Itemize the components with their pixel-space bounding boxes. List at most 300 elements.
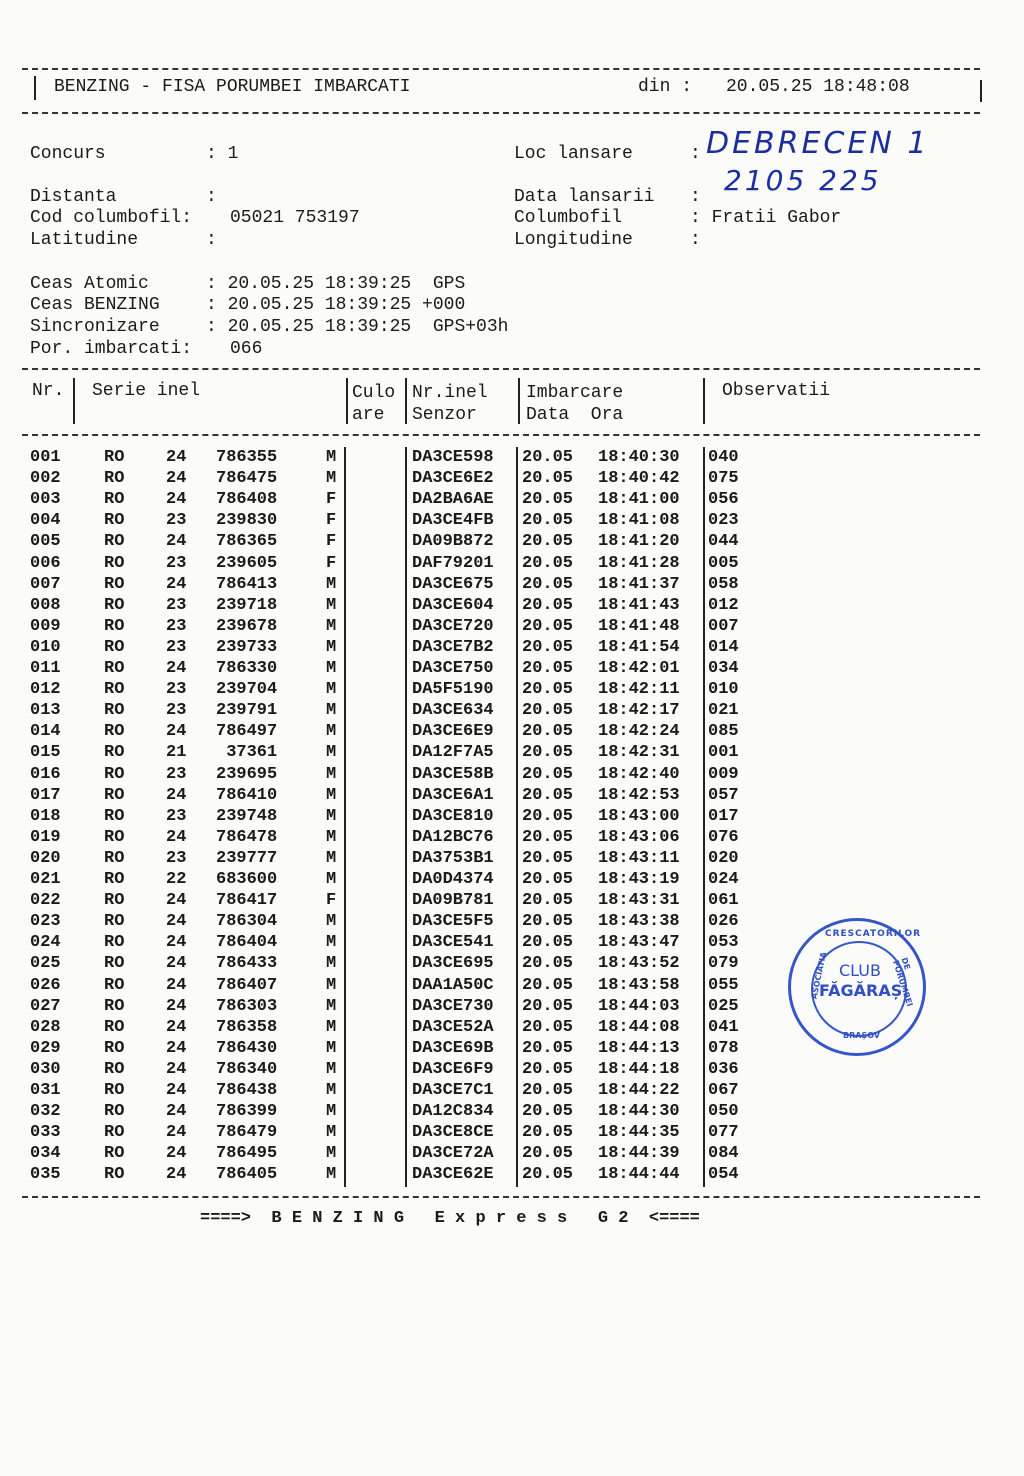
longitudine-value: : bbox=[690, 230, 701, 250]
cell-date: 20.05 bbox=[522, 490, 574, 510]
cell-sensor: DA3CE7B2 bbox=[412, 637, 494, 657]
cell-country: RO bbox=[104, 912, 125, 932]
cell-date: 20.05 bbox=[522, 1059, 574, 1079]
col-senzor: Senzor bbox=[412, 405, 477, 425]
cell-sex: F bbox=[326, 511, 337, 531]
col-observatii: Observatii bbox=[722, 381, 831, 401]
cell-year: 23 bbox=[166, 806, 187, 826]
table-row bbox=[0, 786, 1000, 807]
cell-year: 24 bbox=[166, 490, 187, 510]
cell-nr: 015 bbox=[30, 743, 61, 763]
body-separator bbox=[516, 447, 518, 1187]
cell-observatii: 034 bbox=[708, 659, 739, 678]
cell-sex: M bbox=[326, 954, 337, 974]
cell-date: 20.05 bbox=[522, 1102, 574, 1122]
cell-sensor: DA3CE6E9 bbox=[412, 722, 494, 742]
cell-observatii: 021 bbox=[708, 701, 739, 721]
cell-time: 18:42:31 bbox=[598, 743, 680, 763]
cell-sensor: DA3CE6E2 bbox=[412, 469, 494, 489]
cell-ring: 786497 bbox=[216, 722, 278, 742]
cell-sensor: DA09B872 bbox=[412, 532, 494, 552]
cell-sex: M bbox=[326, 701, 337, 721]
col-separator bbox=[518, 378, 520, 424]
cell-date: 20.05 bbox=[522, 637, 574, 657]
cell-sensor: DA3753B1 bbox=[412, 848, 494, 868]
cell-nr: 008 bbox=[30, 595, 61, 615]
cell-country: RO bbox=[104, 996, 125, 1016]
cell-date: 20.05 bbox=[522, 954, 574, 974]
table-row bbox=[0, 891, 1000, 912]
cell-year: 23 bbox=[166, 848, 187, 868]
cell-nr: 018 bbox=[30, 806, 61, 826]
cell-observatii: 061 bbox=[708, 891, 739, 911]
cell-nr: 019 bbox=[30, 827, 61, 847]
cell-country: RO bbox=[104, 1017, 125, 1037]
cell-date: 20.05 bbox=[522, 1081, 574, 1100]
data-lansarii-label: Data lansarii bbox=[514, 187, 655, 207]
stamp-left-text: ASOCIATIA bbox=[809, 951, 829, 1000]
cell-sex: M bbox=[326, 870, 337, 889]
cell-date: 20.05 bbox=[522, 743, 574, 763]
cell-time: 18:40:30 bbox=[598, 448, 680, 467]
table-row bbox=[0, 448, 1000, 469]
table-row bbox=[0, 490, 1000, 511]
cell-observatii: 041 bbox=[708, 1017, 739, 1037]
cell-sensor: DA3CE7C1 bbox=[412, 1081, 494, 1100]
table-row bbox=[0, 765, 1000, 786]
cell-time: 18:43:00 bbox=[598, 806, 680, 826]
cell-date: 20.05 bbox=[522, 680, 574, 700]
cell-ring: 786399 bbox=[216, 1102, 278, 1122]
cell-time: 18:41:28 bbox=[598, 553, 680, 573]
cell-year: 24 bbox=[166, 912, 187, 932]
cell-date: 20.05 bbox=[522, 701, 574, 721]
col-separator bbox=[346, 378, 348, 424]
cell-sensor: DA3CE541 bbox=[412, 933, 494, 953]
col-serie-inel: Serie inel bbox=[92, 381, 201, 401]
cell-sensor: DA3CE730 bbox=[412, 996, 494, 1016]
cell-sensor: DA3CE5F5 bbox=[412, 912, 494, 932]
cell-date: 20.05 bbox=[522, 891, 574, 911]
table-row bbox=[0, 638, 1000, 659]
cell-year: 24 bbox=[166, 1059, 187, 1079]
header-left-bar bbox=[34, 76, 36, 100]
cell-nr: 001 bbox=[30, 448, 61, 467]
cell-sensor: DA12C834 bbox=[412, 1102, 494, 1122]
cell-country: RO bbox=[104, 1102, 125, 1122]
stamp-bottom-text: BRAȘOV bbox=[843, 1031, 880, 1040]
table-row bbox=[0, 828, 1000, 849]
cell-nr: 007 bbox=[30, 574, 61, 594]
cell-date: 20.05 bbox=[522, 806, 574, 826]
cell-date: 20.05 bbox=[522, 616, 574, 636]
ceas-benzing-value: : 20.05.25 18:39:25 +000 bbox=[206, 295, 466, 315]
cell-time: 18:43:52 bbox=[598, 954, 680, 974]
cell-sex: F bbox=[326, 553, 337, 573]
cell-observatii: 076 bbox=[708, 827, 739, 847]
cell-time: 18:42:40 bbox=[598, 764, 680, 784]
cell-country: RO bbox=[104, 511, 125, 531]
cell-year: 24 bbox=[166, 933, 187, 953]
body-separator bbox=[703, 447, 705, 1187]
cell-nr: 006 bbox=[30, 553, 61, 573]
cell-time: 18:44:13 bbox=[598, 1038, 680, 1058]
cell-observatii: 005 bbox=[708, 553, 739, 573]
concurs-label: Concurs bbox=[30, 144, 106, 164]
cell-ring: 786405 bbox=[216, 1165, 278, 1185]
cell-year: 24 bbox=[166, 574, 187, 594]
cell-nr: 012 bbox=[30, 680, 61, 700]
cell-sex: M bbox=[326, 1165, 337, 1185]
cell-sensor: DA3CE6A1 bbox=[412, 785, 494, 805]
cell-observatii: 077 bbox=[708, 1123, 739, 1143]
cell-observatii: 024 bbox=[708, 870, 739, 889]
cell-ring: 37361 bbox=[216, 743, 278, 763]
cell-sensor: DA3CE58B bbox=[412, 764, 494, 784]
cell-date: 20.05 bbox=[522, 1017, 574, 1037]
cell-ring: 786358 bbox=[216, 1017, 278, 1037]
table-row bbox=[0, 554, 1000, 575]
cell-year: 24 bbox=[166, 975, 187, 995]
cell-observatii: 036 bbox=[708, 1059, 739, 1079]
cell-country: RO bbox=[104, 469, 125, 489]
table-row bbox=[0, 701, 1000, 722]
cell-nr: 031 bbox=[30, 1081, 61, 1100]
cell-sensor: DA3CE4FB bbox=[412, 511, 494, 531]
cell-time: 18:43:58 bbox=[598, 975, 680, 995]
cell-sensor: DA3CE750 bbox=[412, 659, 494, 678]
stamp-right-text: DE PORUMBEI bbox=[890, 956, 915, 1008]
cell-time: 18:44:39 bbox=[598, 1144, 680, 1164]
cell-nr: 029 bbox=[30, 1038, 61, 1058]
cell-ring: 786365 bbox=[216, 532, 278, 552]
cell-country: RO bbox=[104, 1123, 125, 1143]
body-separator bbox=[344, 447, 346, 1187]
cell-year: 24 bbox=[166, 1038, 187, 1058]
col-culoare-2: are bbox=[352, 405, 385, 425]
table-row bbox=[0, 680, 1000, 701]
cell-year: 24 bbox=[166, 659, 187, 678]
cell-year: 24 bbox=[166, 1081, 187, 1100]
cell-sex: M bbox=[326, 659, 337, 678]
cell-country: RO bbox=[104, 806, 125, 826]
cell-country: RO bbox=[104, 1059, 125, 1079]
cell-nr: 016 bbox=[30, 764, 61, 784]
cell-year: 24 bbox=[166, 891, 187, 911]
cell-ring: 786410 bbox=[216, 785, 278, 805]
cell-time: 18:42:24 bbox=[598, 722, 680, 742]
col-nr-inel: Nr.inel bbox=[412, 383, 488, 403]
cell-nr: 026 bbox=[30, 975, 61, 995]
cell-sex: M bbox=[326, 1144, 337, 1164]
cell-date: 20.05 bbox=[522, 870, 574, 889]
cell-nr: 005 bbox=[30, 532, 61, 552]
cell-sex: M bbox=[326, 469, 337, 489]
cell-observatii: 040 bbox=[708, 448, 739, 467]
cell-date: 20.05 bbox=[522, 574, 574, 594]
por-imbarcati-value: 066 bbox=[230, 339, 263, 359]
cell-date: 20.05 bbox=[522, 933, 574, 953]
cell-time: 18:43:38 bbox=[598, 912, 680, 932]
cell-ring: 239718 bbox=[216, 595, 278, 615]
latitudine-label: Latitudine bbox=[30, 230, 139, 250]
col-separator bbox=[73, 378, 75, 424]
cell-time: 18:44:35 bbox=[598, 1123, 680, 1143]
cell-observatii: 009 bbox=[708, 764, 739, 784]
sincronizare-label: Sincronizare bbox=[30, 317, 160, 337]
col-separator bbox=[405, 378, 407, 424]
table-row bbox=[0, 743, 1000, 764]
din-label: din : bbox=[638, 77, 693, 97]
cell-sex: F bbox=[326, 891, 337, 911]
cell-country: RO bbox=[104, 954, 125, 974]
cell-date: 20.05 bbox=[522, 912, 574, 932]
cell-ring: 786304 bbox=[216, 912, 278, 932]
stamp-city-text: FĂGĂRAȘ bbox=[819, 981, 903, 1000]
header-divider bbox=[22, 112, 980, 114]
top-divider bbox=[22, 68, 980, 70]
cell-sensor: DAA1A50C bbox=[412, 975, 494, 995]
cell-ring: 786433 bbox=[216, 954, 278, 974]
cell-year: 23 bbox=[166, 553, 187, 573]
cell-observatii: 001 bbox=[708, 743, 739, 763]
cell-country: RO bbox=[104, 574, 125, 594]
cell-year: 23 bbox=[166, 764, 187, 784]
cell-year: 23 bbox=[166, 701, 187, 721]
cell-sensor: DA2BA6AE bbox=[412, 490, 494, 510]
columbofil-value: : Fratii Gabor bbox=[690, 208, 842, 228]
cell-nr: 011 bbox=[30, 659, 61, 678]
cell-country: RO bbox=[104, 1038, 125, 1058]
col-culoare-1: Culo bbox=[352, 383, 396, 403]
cell-observatii: 058 bbox=[708, 574, 739, 594]
cell-country: RO bbox=[104, 764, 125, 784]
cell-year: 24 bbox=[166, 1123, 187, 1143]
latitudine-value: : bbox=[206, 230, 217, 250]
cell-sex: M bbox=[326, 764, 337, 784]
cell-ring: 786430 bbox=[216, 1038, 278, 1058]
cell-sensor: DA12F7A5 bbox=[412, 743, 494, 763]
cell-time: 18:43:31 bbox=[598, 891, 680, 911]
cell-sensor: DA0D4374 bbox=[412, 870, 494, 889]
cell-ring: 786478 bbox=[216, 827, 278, 847]
cell-year: 24 bbox=[166, 532, 187, 552]
footer-banner: ====> B E N Z I N G E x p r e s s G 2 <==== bbox=[200, 1209, 700, 1228]
cell-country: RO bbox=[104, 1165, 125, 1185]
cell-sensor: DAF79201 bbox=[412, 553, 494, 573]
cell-ring: 786495 bbox=[216, 1144, 278, 1164]
loc-value: : bbox=[690, 144, 701, 164]
cell-year: 24 bbox=[166, 469, 187, 489]
cell-observatii: 020 bbox=[708, 848, 739, 868]
cell-observatii: 025 bbox=[708, 996, 739, 1016]
cell-ring: 239830 bbox=[216, 511, 278, 531]
cell-ring: 786303 bbox=[216, 996, 278, 1016]
cell-observatii: 079 bbox=[708, 954, 739, 974]
cell-country: RO bbox=[104, 680, 125, 700]
cell-observatii: 014 bbox=[708, 637, 739, 657]
cell-nr: 027 bbox=[30, 996, 61, 1016]
cod-label: Cod columbofil: bbox=[30, 208, 193, 228]
col-imbarcare: Imbarcare bbox=[526, 383, 624, 403]
cell-date: 20.05 bbox=[522, 996, 574, 1016]
cell-country: RO bbox=[104, 1081, 125, 1100]
table-row bbox=[0, 469, 1000, 490]
cell-country: RO bbox=[104, 891, 125, 911]
cell-sex: M bbox=[326, 680, 337, 700]
cell-sensor: DA3CE810 bbox=[412, 806, 494, 826]
cell-observatii: 054 bbox=[708, 1165, 739, 1185]
cell-country: RO bbox=[104, 870, 125, 889]
cell-country: RO bbox=[104, 532, 125, 552]
cell-date: 20.05 bbox=[522, 511, 574, 531]
cell-year: 24 bbox=[166, 722, 187, 742]
distanta-label: Distanta bbox=[30, 187, 117, 207]
cell-time: 18:41:54 bbox=[598, 637, 680, 657]
cell-country: RO bbox=[104, 933, 125, 953]
table-row bbox=[0, 807, 1000, 828]
cell-nr: 010 bbox=[30, 637, 61, 657]
cell-sex: M bbox=[326, 1102, 337, 1122]
cell-nr: 014 bbox=[30, 722, 61, 742]
cell-country: RO bbox=[104, 785, 125, 805]
cell-time: 18:41:37 bbox=[598, 574, 680, 594]
distanta-value: : bbox=[206, 187, 217, 207]
cell-time: 18:43:47 bbox=[598, 933, 680, 953]
cell-ring: 786355 bbox=[216, 448, 278, 467]
cell-sensor: DA12BC76 bbox=[412, 827, 494, 847]
cell-nr: 022 bbox=[30, 891, 61, 911]
cell-country: RO bbox=[104, 448, 125, 467]
cell-nr: 009 bbox=[30, 616, 61, 636]
col-nr: Nr. bbox=[32, 381, 65, 401]
cell-year: 24 bbox=[166, 1165, 187, 1185]
cell-sex: M bbox=[326, 827, 337, 847]
table-row bbox=[0, 1144, 1000, 1165]
cell-ring: 239777 bbox=[216, 848, 278, 868]
ceas-atomic-value: : 20.05.25 18:39:25 GPS bbox=[206, 274, 466, 294]
cell-sensor: DA3CE8CE bbox=[412, 1123, 494, 1143]
ceas-atomic-label: Ceas Atomic bbox=[30, 274, 149, 294]
cell-observatii: 078 bbox=[708, 1038, 739, 1058]
cell-year: 23 bbox=[166, 680, 187, 700]
cell-time: 18:43:06 bbox=[598, 827, 680, 847]
cell-sex: M bbox=[326, 1059, 337, 1079]
cell-sex: M bbox=[326, 785, 337, 805]
cell-sex: F bbox=[326, 490, 337, 510]
cell-sex: M bbox=[326, 448, 337, 467]
body-separator bbox=[405, 447, 407, 1187]
cell-sensor: DA3CE52A bbox=[412, 1017, 494, 1037]
table-row bbox=[0, 1060, 1000, 1081]
cell-country: RO bbox=[104, 1144, 125, 1164]
cell-ring: 239748 bbox=[216, 806, 278, 826]
loc-label: Loc lansare bbox=[514, 144, 633, 164]
cell-observatii: 053 bbox=[708, 933, 739, 953]
cell-time: 18:41:00 bbox=[598, 490, 680, 510]
table-row bbox=[0, 659, 1000, 680]
cell-sex: M bbox=[326, 1123, 337, 1143]
cell-time: 18:41:43 bbox=[598, 595, 680, 615]
cell-year: 23 bbox=[166, 595, 187, 615]
cell-ring: 786330 bbox=[216, 659, 278, 678]
cell-nr: 034 bbox=[30, 1144, 61, 1164]
cell-country: RO bbox=[104, 848, 125, 868]
cell-observatii: 067 bbox=[708, 1081, 739, 1100]
cell-year: 22 bbox=[166, 870, 187, 889]
cell-sensor: DA3CE598 bbox=[412, 448, 494, 467]
cell-nr: 021 bbox=[30, 870, 61, 889]
cell-ring: 239678 bbox=[216, 616, 278, 636]
cell-time: 18:44:18 bbox=[598, 1059, 680, 1079]
cell-date: 20.05 bbox=[522, 848, 574, 868]
cell-year: 23 bbox=[166, 637, 187, 657]
cell-year: 21 bbox=[166, 743, 187, 763]
columbofil-label: Columbofil bbox=[514, 208, 623, 228]
cell-country: RO bbox=[104, 553, 125, 573]
cell-sex: M bbox=[326, 975, 337, 995]
cell-ring: 239733 bbox=[216, 637, 278, 657]
cell-time: 18:43:19 bbox=[598, 870, 680, 889]
cell-time: 18:44:03 bbox=[598, 996, 680, 1016]
cell-sex: M bbox=[326, 722, 337, 742]
cell-sex: M bbox=[326, 996, 337, 1016]
din-value: 20.05.25 18:48:08 bbox=[726, 77, 910, 97]
cell-time: 18:44:08 bbox=[598, 1017, 680, 1037]
cell-date: 20.05 bbox=[522, 785, 574, 805]
cell-sex: M bbox=[326, 806, 337, 826]
cell-sex: M bbox=[326, 743, 337, 763]
cell-time: 18:42:11 bbox=[598, 680, 680, 700]
table-row bbox=[0, 1123, 1000, 1144]
cell-nr: 013 bbox=[30, 701, 61, 721]
cell-date: 20.05 bbox=[522, 532, 574, 552]
cell-sensor: DA3CE62E bbox=[412, 1165, 494, 1185]
cell-ring: 239791 bbox=[216, 701, 278, 721]
cell-nr: 002 bbox=[30, 469, 61, 489]
header-right-bar bbox=[980, 80, 982, 102]
cell-ring: 239695 bbox=[216, 764, 278, 784]
cell-nr: 032 bbox=[30, 1102, 61, 1122]
cell-time: 18:40:42 bbox=[598, 469, 680, 489]
cell-time: 18:41:48 bbox=[598, 616, 680, 636]
cell-country: RO bbox=[104, 659, 125, 678]
table-row bbox=[0, 722, 1000, 743]
table-row bbox=[0, 1165, 1000, 1186]
cell-country: RO bbox=[104, 490, 125, 510]
cell-year: 24 bbox=[166, 996, 187, 1016]
cell-observatii: 044 bbox=[708, 532, 739, 552]
cell-sensor: DA3CE720 bbox=[412, 616, 494, 636]
document-title: BENZING - FISA PORUMBEI IMBARCATI bbox=[54, 77, 411, 97]
cell-nr: 030 bbox=[30, 1059, 61, 1079]
cell-year: 24 bbox=[166, 1017, 187, 1037]
cell-time: 18:44:44 bbox=[598, 1165, 680, 1185]
cell-date: 20.05 bbox=[522, 659, 574, 678]
table-header-divider bbox=[22, 434, 980, 436]
stamp-club-text: CLUB bbox=[839, 961, 881, 980]
cell-observatii: 050 bbox=[708, 1102, 739, 1122]
table-row bbox=[0, 849, 1000, 870]
cell-year: 24 bbox=[166, 1144, 187, 1164]
handwritten-location: DEBRECEN 1 bbox=[706, 126, 930, 161]
cell-observatii: 023 bbox=[708, 511, 739, 531]
cell-ring: 786479 bbox=[216, 1123, 278, 1143]
longitudine-label: Longitudine bbox=[514, 230, 633, 250]
cell-sensor: DA3CE69B bbox=[412, 1038, 494, 1058]
table-row bbox=[0, 575, 1000, 596]
cell-time: 18:42:53 bbox=[598, 785, 680, 805]
